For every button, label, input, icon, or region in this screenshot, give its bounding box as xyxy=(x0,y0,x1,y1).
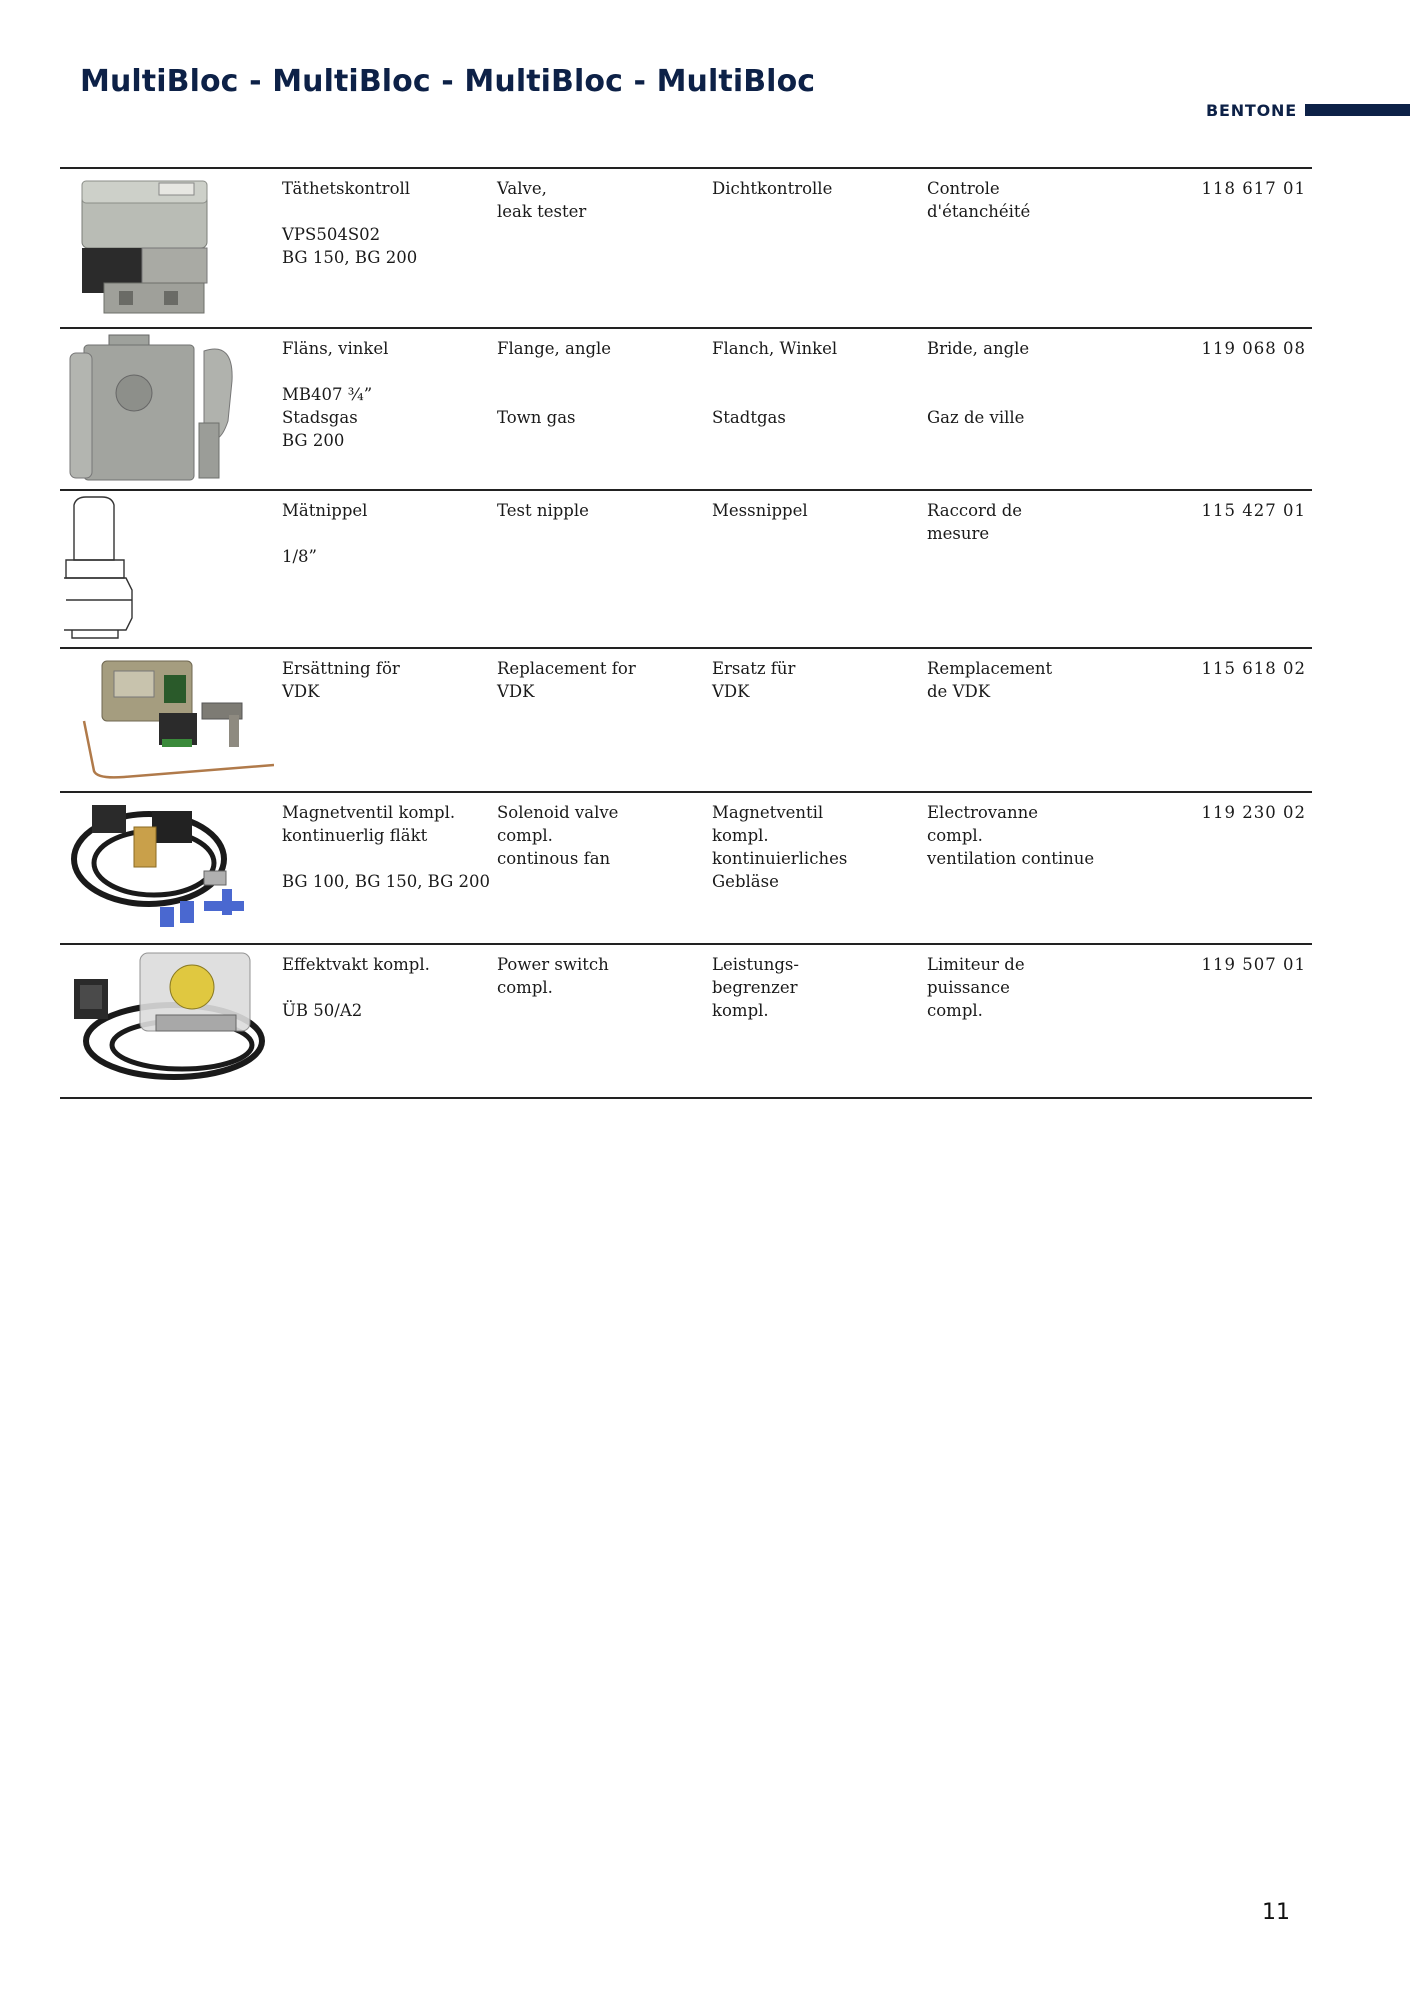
description-german: Flanch, Winkel Stadtgas xyxy=(712,339,838,427)
description-swedish: Magnetventil kompl. kontinuerlig fläkt BG 100, BG 150, BG 200 xyxy=(282,803,491,891)
description-german: Messnippel xyxy=(712,501,808,520)
description-english: Solenoid valve compl. continous fan xyxy=(497,803,619,868)
page-number: 11 xyxy=(1262,1900,1290,1925)
description-english: Replacement for VDK xyxy=(497,659,636,701)
description-french: Controle d'étanchéité xyxy=(927,179,1031,221)
part-number: 115 618 02 xyxy=(1201,659,1306,678)
brand-name: BENTONE xyxy=(1206,100,1297,120)
part-number: 119 068 08 xyxy=(1201,339,1306,358)
description-english: Power switch compl. xyxy=(497,955,609,997)
description-english: Valve, leak tester xyxy=(497,179,587,221)
description-german: Dichtkontrolle xyxy=(712,179,833,198)
part-number: 118 617 01 xyxy=(1201,179,1306,198)
brand-mark xyxy=(1206,98,1410,122)
description-french: Bride, angle Gaz de ville xyxy=(927,339,1030,427)
valve-leak-tester-icon xyxy=(64,173,274,321)
part-number: 115 427 01 xyxy=(1201,501,1306,520)
description-swedish: Ersättning för VDK xyxy=(282,659,400,701)
part-number: 119 507 01 xyxy=(1201,955,1306,974)
page-title: MultiBloc - MultiBloc - MultiBloc - MultiBloc xyxy=(80,64,816,99)
table-row xyxy=(60,489,1312,647)
vdk-replacement-kit-icon xyxy=(64,653,274,787)
angle-flange-icon xyxy=(64,333,274,485)
description-english: Test nipple xyxy=(497,501,589,520)
description-french: Electrovanne compl. ventilation continue xyxy=(927,803,1095,868)
description-german: Magnetventil kompl. kontinuierliches Gebläse xyxy=(712,803,848,891)
table-row xyxy=(60,167,1312,327)
table-row xyxy=(60,327,1312,489)
description-english: Flange, angle Town gas xyxy=(497,339,612,427)
description-german: Ersatz für VDK xyxy=(712,659,796,701)
description-german: Leistungs- begrenzer kompl. xyxy=(712,955,799,1020)
parts-table xyxy=(60,167,1312,1099)
description-swedish: Täthetskontroll VPS504S02 BG 150, BG 200 xyxy=(282,179,418,267)
table-row xyxy=(60,647,1312,791)
description-swedish: Mätnippel 1/8” xyxy=(282,501,368,566)
brand-bar xyxy=(1305,104,1410,116)
description-french: Raccord de mesure xyxy=(927,501,1023,543)
table-row xyxy=(60,943,1312,1099)
description-french: Remplacement de VDK xyxy=(927,659,1053,701)
description-french: Limiteur de puissance compl. xyxy=(927,955,1025,1020)
description-swedish: Fläns, vinkel MB407 ¾” Stadsgas BG 200 xyxy=(282,339,389,450)
test-nipple-icon xyxy=(64,495,274,643)
description-swedish: Effektvakt kompl. ÜB 50/A2 xyxy=(282,955,430,1020)
power-switch-icon xyxy=(64,949,274,1089)
table-row xyxy=(60,791,1312,943)
solenoid-valve-kit-icon xyxy=(64,797,274,939)
part-number: 119 230 02 xyxy=(1201,803,1306,822)
